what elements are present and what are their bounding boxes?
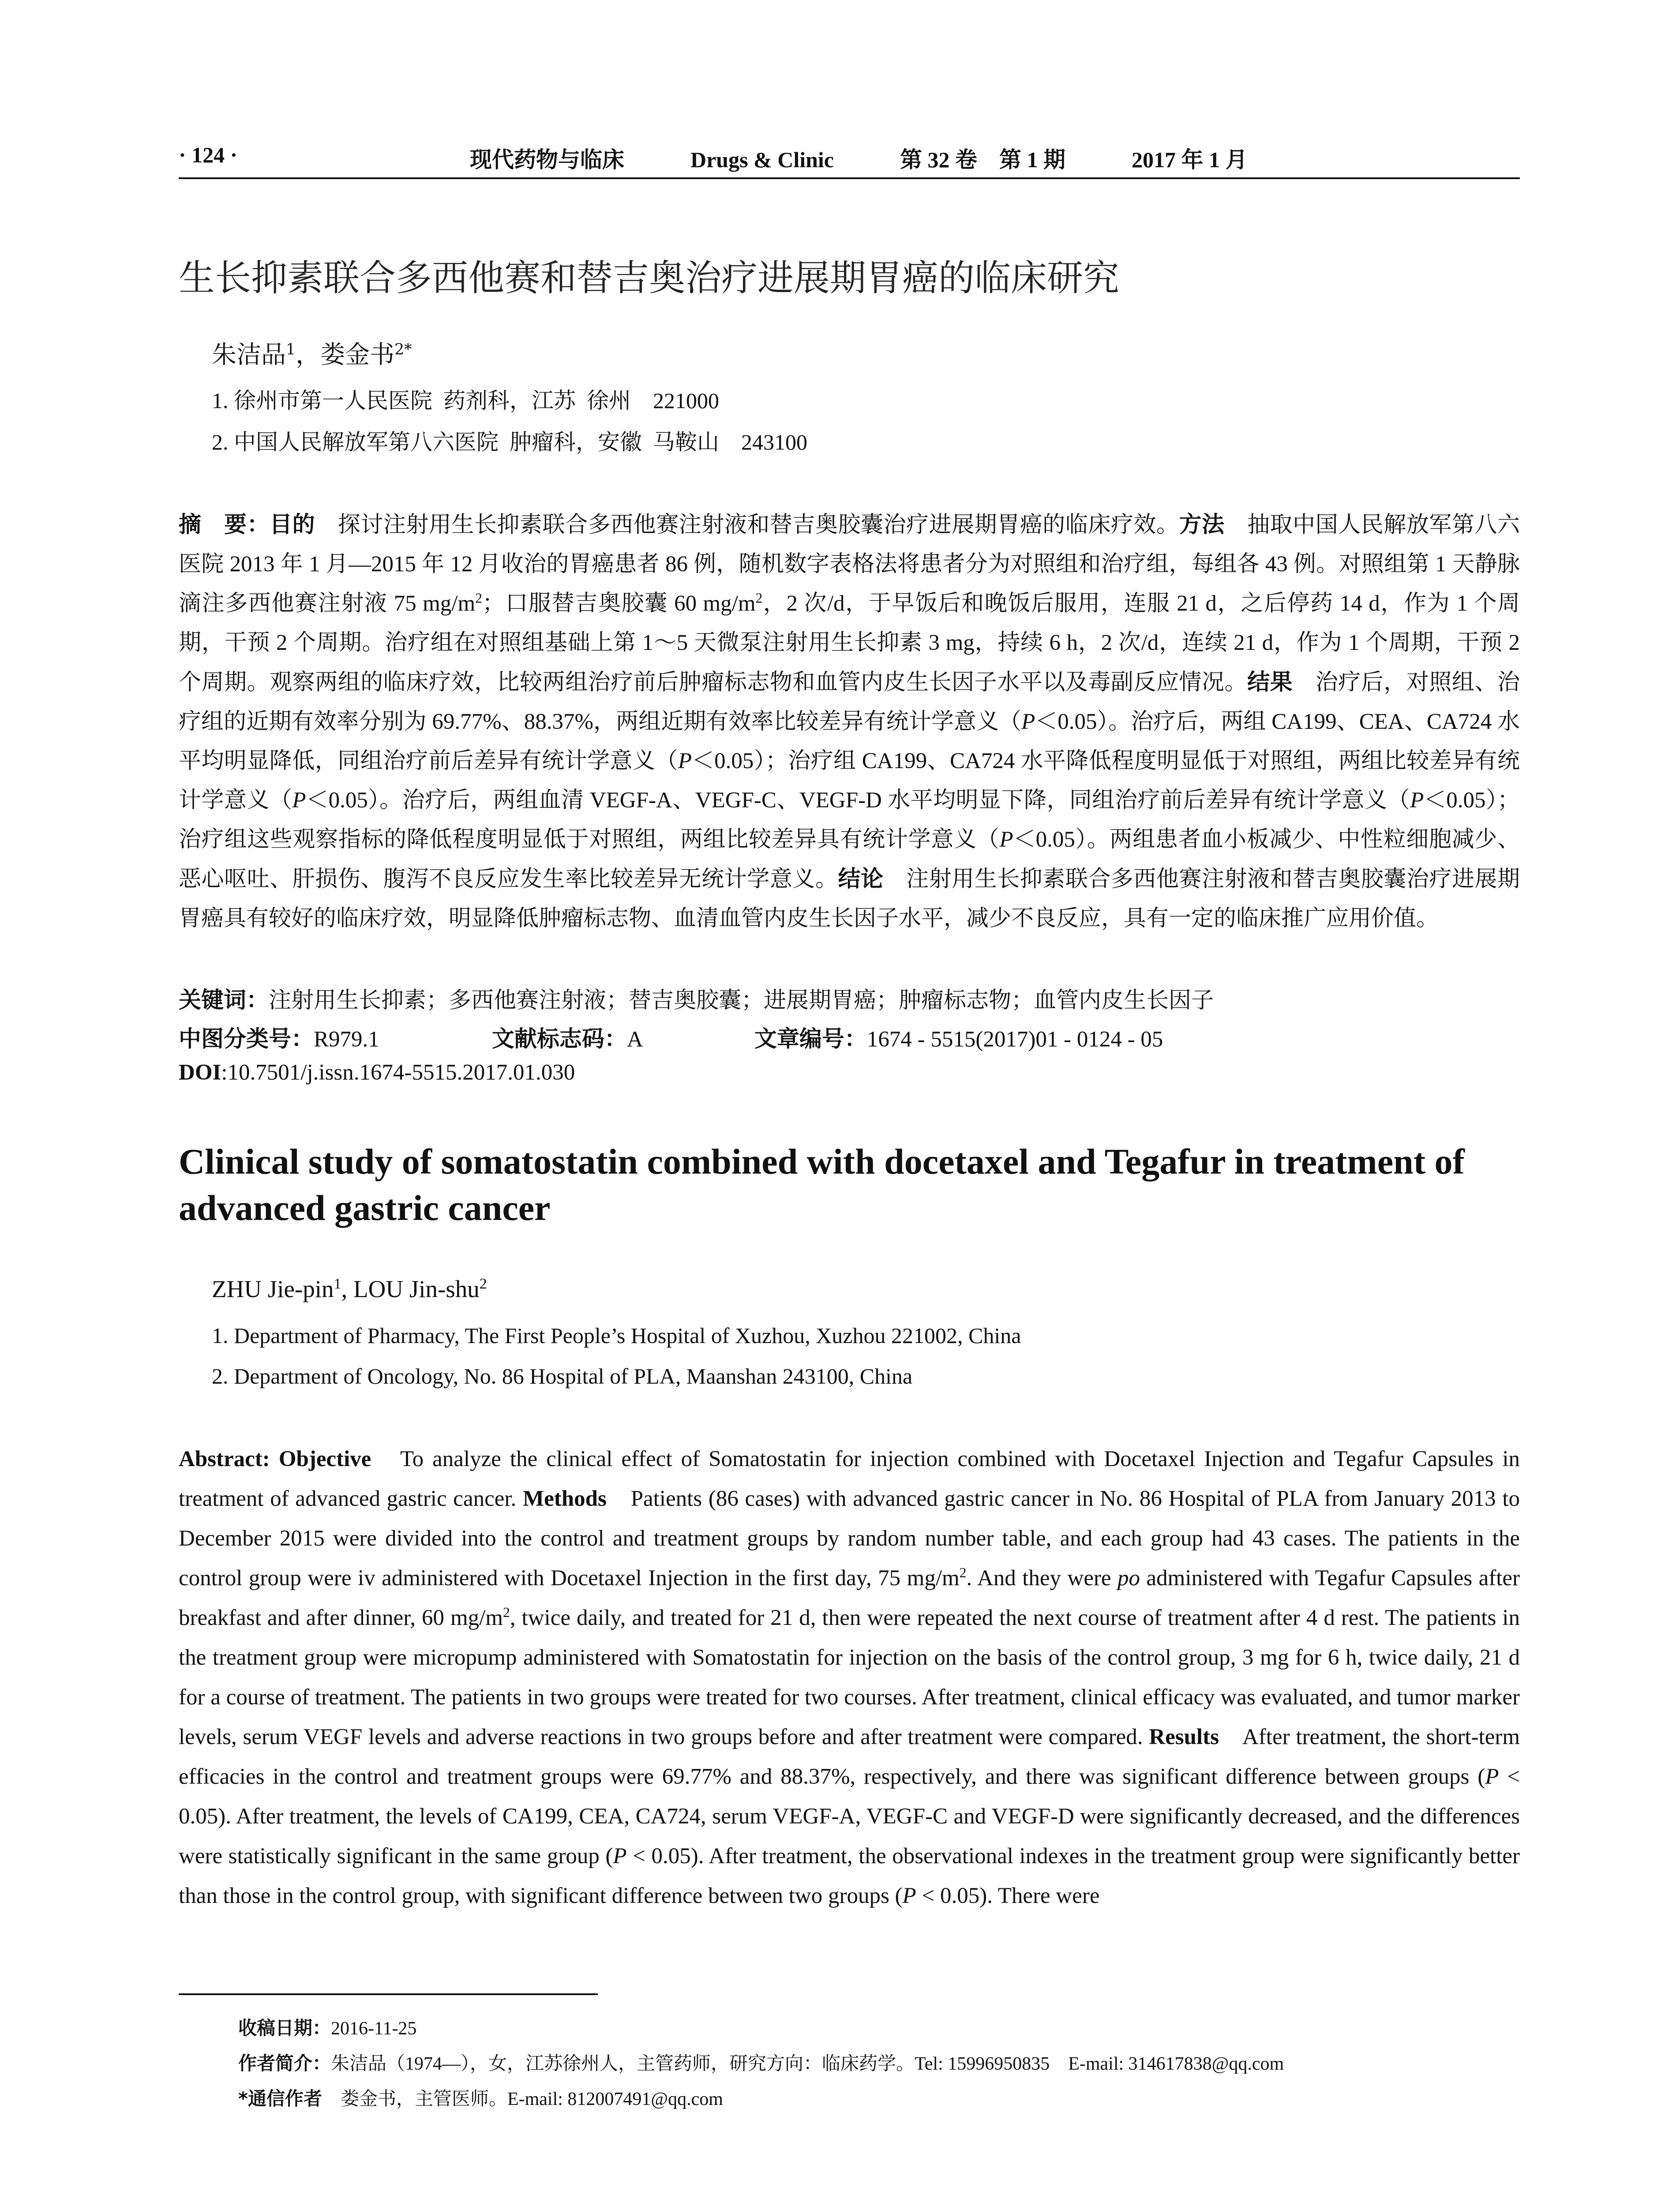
cn-results-text: ＜0.05）。治疗后，两组血清 VEGF-A、VEGF-C、VEGF-D 水平均明显下降，同组治疗前后差异有统计学意义（ xyxy=(306,788,1410,813)
cn-p-symbol: P xyxy=(1021,709,1035,734)
cn-keywords-text: 注射用生长抑素；多西他赛注射液；替吉奥胶囊；进展期胃癌；肿瘤标志物；血管内皮生长因子 xyxy=(269,988,1214,1013)
cn-doi-label: DOI xyxy=(179,1060,221,1085)
cn-results-text: 治疗后，对照组、治疗组的近期有效率分别为 69.77%、88.37%，两组近期有效率比较差异有统计学意义（ xyxy=(179,670,1520,734)
cn-author-1-affiliation: 1 xyxy=(286,341,296,359)
cn-classification-line xyxy=(179,1020,1163,1053)
running-header xyxy=(179,142,1520,179)
cn-author-separator: ， xyxy=(296,341,321,369)
cn-doccode-label: 文献标志码： xyxy=(491,1026,627,1052)
en-authors xyxy=(212,1275,487,1303)
en-results-text: < 0.05). After treatment, the levels of CA199, CEA, CA724, serum VEGF-A, VEGF-C and VEGF-D were significantly decreased, and the differences were statistically significant in the same group ( xyxy=(179,1764,1520,1868)
en-methods-text: Patients (86 cases) with advanced gastric cancer in No. 86 Hospital of PLA from January 2013 to December 2015 were divided into the control and treatment groups by random number table, and each group had 43 cases. The patients in the control group were iv administered with Docetaxel Injection in the first day, 75 mg/m xyxy=(179,1486,1520,1591)
en-author-1: ZHU Jie-pin xyxy=(212,1276,334,1302)
footnote-corresponding xyxy=(238,2084,723,2111)
cn-objective-text: 探讨注射用生长抑素联合多西他赛注射液和替吉奥胶囊治疗进展期胃癌的临床疗效。 xyxy=(315,513,1179,537)
cn-author-2: 娄金书 xyxy=(320,341,395,369)
en-author-1-affiliation: 1 xyxy=(334,1276,341,1292)
cn-results-text: ＜0.05）。治疗后，两组 CA199、CEA、CA724 水平均明显降低，同组治疗前后差异有统计学意义（ xyxy=(179,709,1520,773)
cn-keywords xyxy=(179,982,1214,1014)
issue-date: 2017 年 1 月 xyxy=(1132,147,1248,172)
cn-results-label: 结果 xyxy=(1247,669,1293,695)
journal-name-en: Drugs & Clinic xyxy=(690,147,834,172)
cn-conclusion-text: 注射用生长抑素联合多西他赛注射液和替吉奥胶囊治疗进展期胃癌具有较好的临床疗效，明显降低肿瘤标志物、血清血管内皮生长因子水平，减少不良反应，具有一定的临床推广应用价值。 xyxy=(179,867,1520,931)
en-p-symbol: P xyxy=(902,1883,916,1908)
en-methods-text: administered with Tegafur Capsules after breakfast and after dinner, 60 mg/m xyxy=(179,1566,1520,1630)
en-p-symbol: P xyxy=(1485,1764,1499,1789)
en-affiliation-2: 2. Department of Oncology, No. 86 Hospital of PLA, Maanshan 243100, China xyxy=(212,1364,913,1388)
received-label: 收稿日期： xyxy=(238,2017,331,2039)
cn-methods-text: ；口服替吉奥胶囊 60 mg/m xyxy=(482,591,756,616)
author-bio-label: 作者简介： xyxy=(238,2052,331,2074)
received-date: 2016-11-25 xyxy=(331,2018,417,2039)
cn-abstract-label: 摘 要： xyxy=(179,512,270,538)
en-abstract-label: Abstract: xyxy=(179,1447,270,1471)
cn-methods-label: 方法 xyxy=(1179,512,1225,538)
cn-results-text: ＜0.05）；治疗组这些观察指标的降低程度明显低于对照组，两组比较差异具有统计学意义（ xyxy=(179,788,1520,852)
en-results-text: < 0.05). After treatment, the observational indexes in the treatment group were significantly better than those in the control group, with significant difference between two groups ( xyxy=(179,1844,1520,1908)
cn-methods-text: 抽取中国人民解放军第八六医院 2013 年 1 月—2015 年 12 月收治的胃癌患者 86 例，随机数字表格法将患者分为对照组和治疗组，每组各 43 例。对照组第 1 天静脉滴注多西他赛注射液 75 mg/m xyxy=(179,513,1520,616)
cn-author-2-affiliation: 2* xyxy=(394,341,412,359)
journal-name-cn: 现代药物与临床 xyxy=(470,147,624,172)
cn-objective-label: 目的 xyxy=(270,512,315,538)
volume-issue: 第 32 卷 第 1 期 xyxy=(900,147,1065,172)
cn-p-symbol: P xyxy=(678,749,692,773)
corresponding-label: *通信作者 xyxy=(238,2088,322,2109)
en-results-label: Results xyxy=(1149,1725,1219,1749)
cn-authors xyxy=(212,335,412,371)
en-author-2: LOU Jin-shu xyxy=(353,1276,480,1302)
cn-p-symbol: P xyxy=(1410,788,1424,813)
cn-superscript: 2 xyxy=(755,590,763,606)
footnote-divider xyxy=(179,1993,598,1995)
cn-article-label: 文章编号： xyxy=(754,1026,867,1052)
cn-class-label: 中图分类号： xyxy=(179,1026,314,1052)
cn-p-symbol: P xyxy=(292,788,306,813)
cn-doccode-value: A xyxy=(626,1027,642,1052)
cn-title: 生长抑素联合多西他赛和替吉奥治疗进展期胃癌的临床研究 xyxy=(179,257,1120,299)
cn-affiliation-2: 2. 中国人民解放军第八六医院 肿瘤科，安徽 马鞍山 243100 xyxy=(212,430,807,454)
cn-class-value: R979.1 xyxy=(314,1027,379,1052)
en-author-2-affiliation: 2 xyxy=(479,1276,487,1292)
en-objective-label: Objective xyxy=(278,1447,371,1471)
page-number: · 124 · xyxy=(179,143,238,167)
author-bio-text: 朱洁品（1974—），女，江苏徐州人，主管药师，研究方向：临床药学。Tel: 15996950835 E-mail: 314617838@qq.com xyxy=(331,2054,1284,2074)
en-methods-text: . And they were xyxy=(966,1566,1118,1591)
cn-p-symbol: P xyxy=(999,827,1013,852)
cn-doi-link[interactable]: :10.7501/j.issn.1674-5515.2017.01.030 xyxy=(221,1060,575,1085)
en-results-text: After treatment, the short-term efficacies in the control and treatment groups were 69.77% and 88.37%, respectively, and there was significant difference between groups ( xyxy=(179,1725,1520,1789)
cn-affiliation-1: 1. 徐州市第一人民医院 药剂科，江苏 徐州 221000 xyxy=(212,388,719,413)
journal-info xyxy=(470,142,1248,174)
cn-superscript: 2 xyxy=(475,590,482,606)
cn-methods-text: ，2 次/d，于早饭后和晚饭后服用，连服 21 d，之后停药 14 d，作为 1 个周期，干预 2 个周期。治疗组在对照组基础上第 1～5 天微泵注射用生长抑素 3 mg，持续 6 h，2 次/d，连续 21 d，作为 1 个周期，干预 2 个周期。观察两组的临床疗效，比较两组治疗前后肿瘤标志物和血管内皮生长因子水平以及毒副反应情况。 xyxy=(179,591,1520,695)
en-po-abbrev: po xyxy=(1118,1566,1140,1591)
cn-results-text: ＜0.05）。两组患者血小板减少、中性粒细胞减少、恶心呕吐、肝损伤、腹泻不良反应发生率比较差异无统计学意义。 xyxy=(179,827,1520,892)
en-results-text: < 0.05). There were xyxy=(916,1883,1100,1908)
en-superscript: 2 xyxy=(502,1605,510,1620)
cn-article-value: 1674 - 5515(2017)01 - 0124 - 05 xyxy=(866,1027,1163,1052)
en-objective-text: To analyze the clinical effect of Somatostatin for injection combined with Docetaxel Injection and Tegafur Capsules in treatment of advanced gastric cancer. xyxy=(179,1447,1520,1511)
en-superscript: 2 xyxy=(959,1565,967,1580)
en-methods-text: , twice daily, and treated for 21 d, then were repeated the next course of treatment after 4 d rest. The patients in the treatment group were micropump administered with Somatostatin for injection on the basis of the control group, 3 mg for 6 h, twice daily, 21 d for a course of treatment. The patients in two groups were treated for two courses. After treatment, clinical efficacy was evaluated, and tumor marker levels, serum VEGF levels and adverse reactions in two groups before and after treatment were compared. xyxy=(179,1606,1520,1749)
cn-conclusion-label: 结论 xyxy=(838,866,884,892)
en-abstract xyxy=(179,1439,1520,1916)
cn-abstract xyxy=(179,505,1520,938)
en-p-symbol: P xyxy=(613,1844,627,1868)
cn-doi xyxy=(179,1060,575,1085)
footnote-author-bio xyxy=(238,2049,1284,2075)
en-methods-label: Methods xyxy=(522,1486,607,1511)
en-author-separator: , xyxy=(341,1276,354,1302)
cn-results-text: ＜0.05）；治疗组 CA199、CA724 水平降低程度明显低于对照组，两组比较差异有统计学意义（ xyxy=(179,749,1520,813)
cn-keywords-label: 关键词： xyxy=(179,987,269,1013)
cn-author-1: 朱洁品 xyxy=(212,341,286,369)
en-affiliation-1: 1. Department of Pharmacy, The First People’s Hospital of Xuzhou, Xuzhou 221002, China xyxy=(212,1323,1021,1348)
footnote-received xyxy=(238,2014,416,2040)
corresponding-text: 娄金书，主管医师。E-mail: 812007491@qq.com xyxy=(322,2089,723,2109)
en-title: Clinical study of somatostatin combined with docetaxel and Tegafur in treatment of advanced gastric cancer xyxy=(179,1141,1465,1228)
